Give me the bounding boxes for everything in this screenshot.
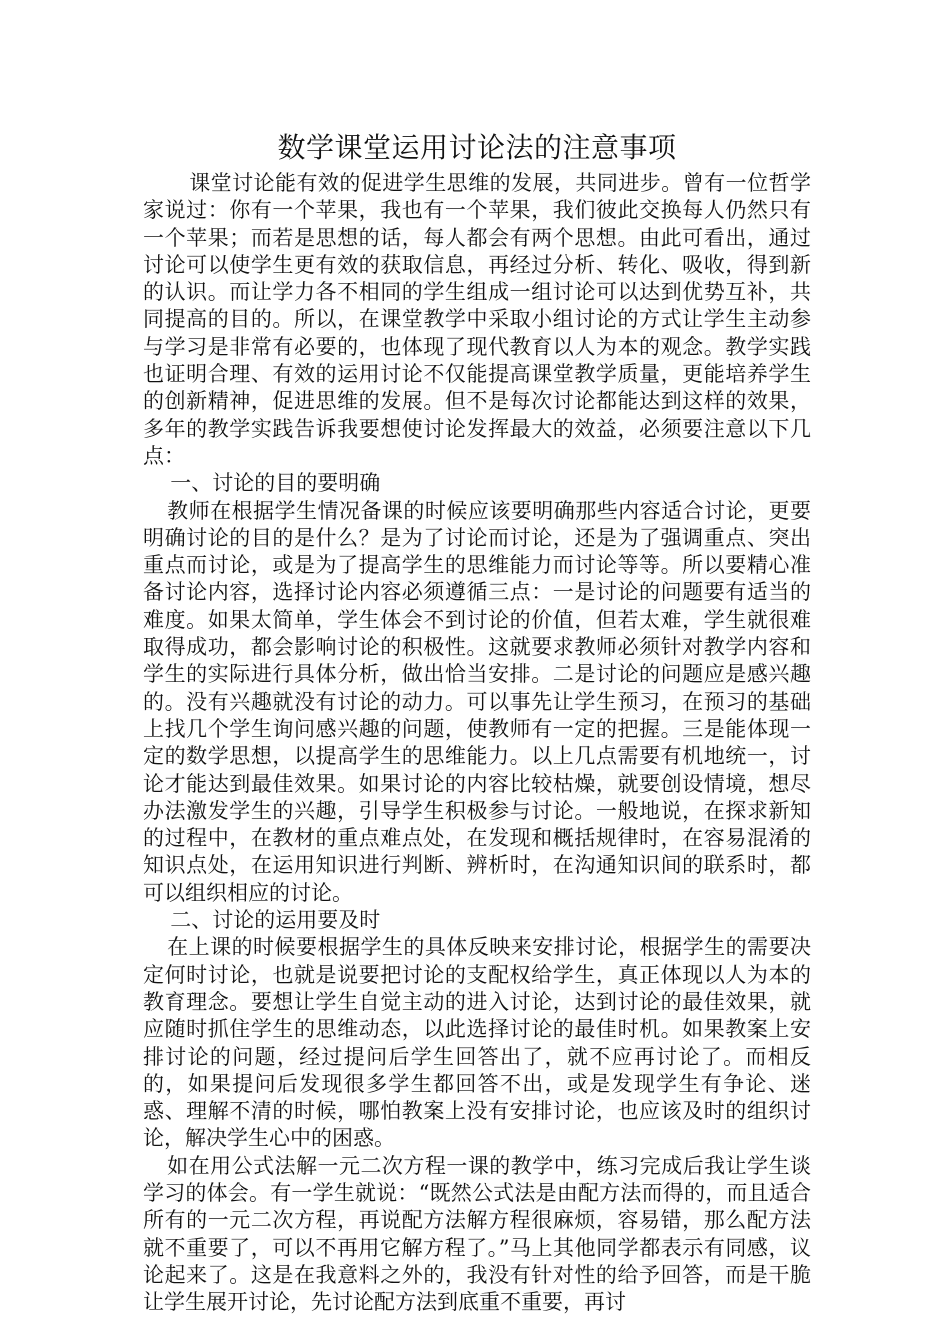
section-paragraph-timing: 在上课的时候要根据学生的具体反映来安排讨论，根据学生的需要决定何时讨论，也就是说要把讨论的支配权给学生，真正体现以人为本的教育理念。要想让学生自觉主动的进入讨论，达到讨论的最佳效果，就应随时抓住学生的思维动态，以此选择讨论的最佳时机。如果教案上安排讨论的问题，经过提问后学生回答出了，就不应再讨论了。而相反的，如果提问后发现很多学生都回答不出，或是发现学生有争论、迷惑、理解不清的时候，哪怕教案上没有安排讨论，也应该及时的组织讨论，解决学生心中的困惑。 bbox=[143, 935, 811, 1151]
section-heading-timing: 二、讨论的运用要及时 bbox=[170, 908, 381, 933]
example-paragraph: 如在用公式法解一元二次方程一课的教学中，练习完成后我让学生谈学习的体会。有一学生就说：“既然公式法是由配方法而得的，而且适合所有的一元二次方程，再说配方法解方程很麻烦，容易错，那么配方法就不重要了，可以不再用它解方程了。”马上其他同学都表示有同感，议论起来了。这是在我意料之外的，我没有针对性的给予回答，而是干脆让学生展开讨论，先讨论配方法到底重不重要，再讨 bbox=[143, 1153, 811, 1315]
intro-paragraph: 课堂讨论能有效的促进学生思维的发展，共同进步。曾有一位哲学家说过：你有一个苹果，我也有一个苹果，我们彼此交换每人仍然只有一个苹果；而若是思想的话，每人都会有两个思想。由此可看出，通过讨论可以使学生更有效的获取信息，再经过分析、转化、吸收，得到新的认识。而让学力各不相同的学生组成一组讨论可以达到优势互补，共同提高的目的。所以，在课堂教学中采取小组讨论的方式让学生主动参与学习是非常有必要的，也体现了现代教育以人为本的观念。教学实践也证明合理、有效的运用讨论不仅能提高课堂教学质量，更能培养学生的创新精神，促进思维的发展。但不是每次讨论都能达到这样的效果，多年的教学实践告诉我要想使讨论发挥最大的效益，必须要注意以下几点： bbox=[143, 171, 811, 468]
document-page bbox=[143, 128, 811, 1316]
section-heading-purpose: 一、讨论的目的要明确 bbox=[170, 471, 381, 496]
document-title: 数学课堂运用讨论法的注意事项 bbox=[277, 131, 677, 164]
section-paragraph-purpose: 教师在根据学生情况备课的时候应该要明确那些内容适合讨论，更要明确讨论的目的是什么？是为了讨论而讨论，还是为了强调重点、突出重点而讨论，或是为了提高学生的思维能力而讨论等等。所以要精心准备讨论内容，选择讨论内容必须遵循三点：一是讨论的问题要有适当的难度。如果太简单，学生体会不到讨论的价值，但若太难，学生就很难取得成功，都会影响讨论的积极性。这就要求教师必须针对教学内容和学生的实际进行具体分析，做出恰当安排。二是讨论的问题应是感兴趣的。没有兴趣就没有讨论的动力。可以事先让学生预习，在预习的基础上找几个学生询问感兴趣的问题，使教师有一定的把握。三是能体现一定的数学思想，以提高学生的思维能力。以上几点需要有机地统一，讨论才能达到最佳效果。如果讨论的内容比较枯燥，就要创设情境，想尽办法激发学生的兴趣，引导学生积极参与讨论。一般地说，在探求新知的过程中，在教材的重点难点处，在发现和概括规律时，在容易混淆的知识点处，在运用知识进行判断、辨析时，在沟通知识间的联系时，都可以组织相应的讨论。 bbox=[143, 498, 811, 905]
